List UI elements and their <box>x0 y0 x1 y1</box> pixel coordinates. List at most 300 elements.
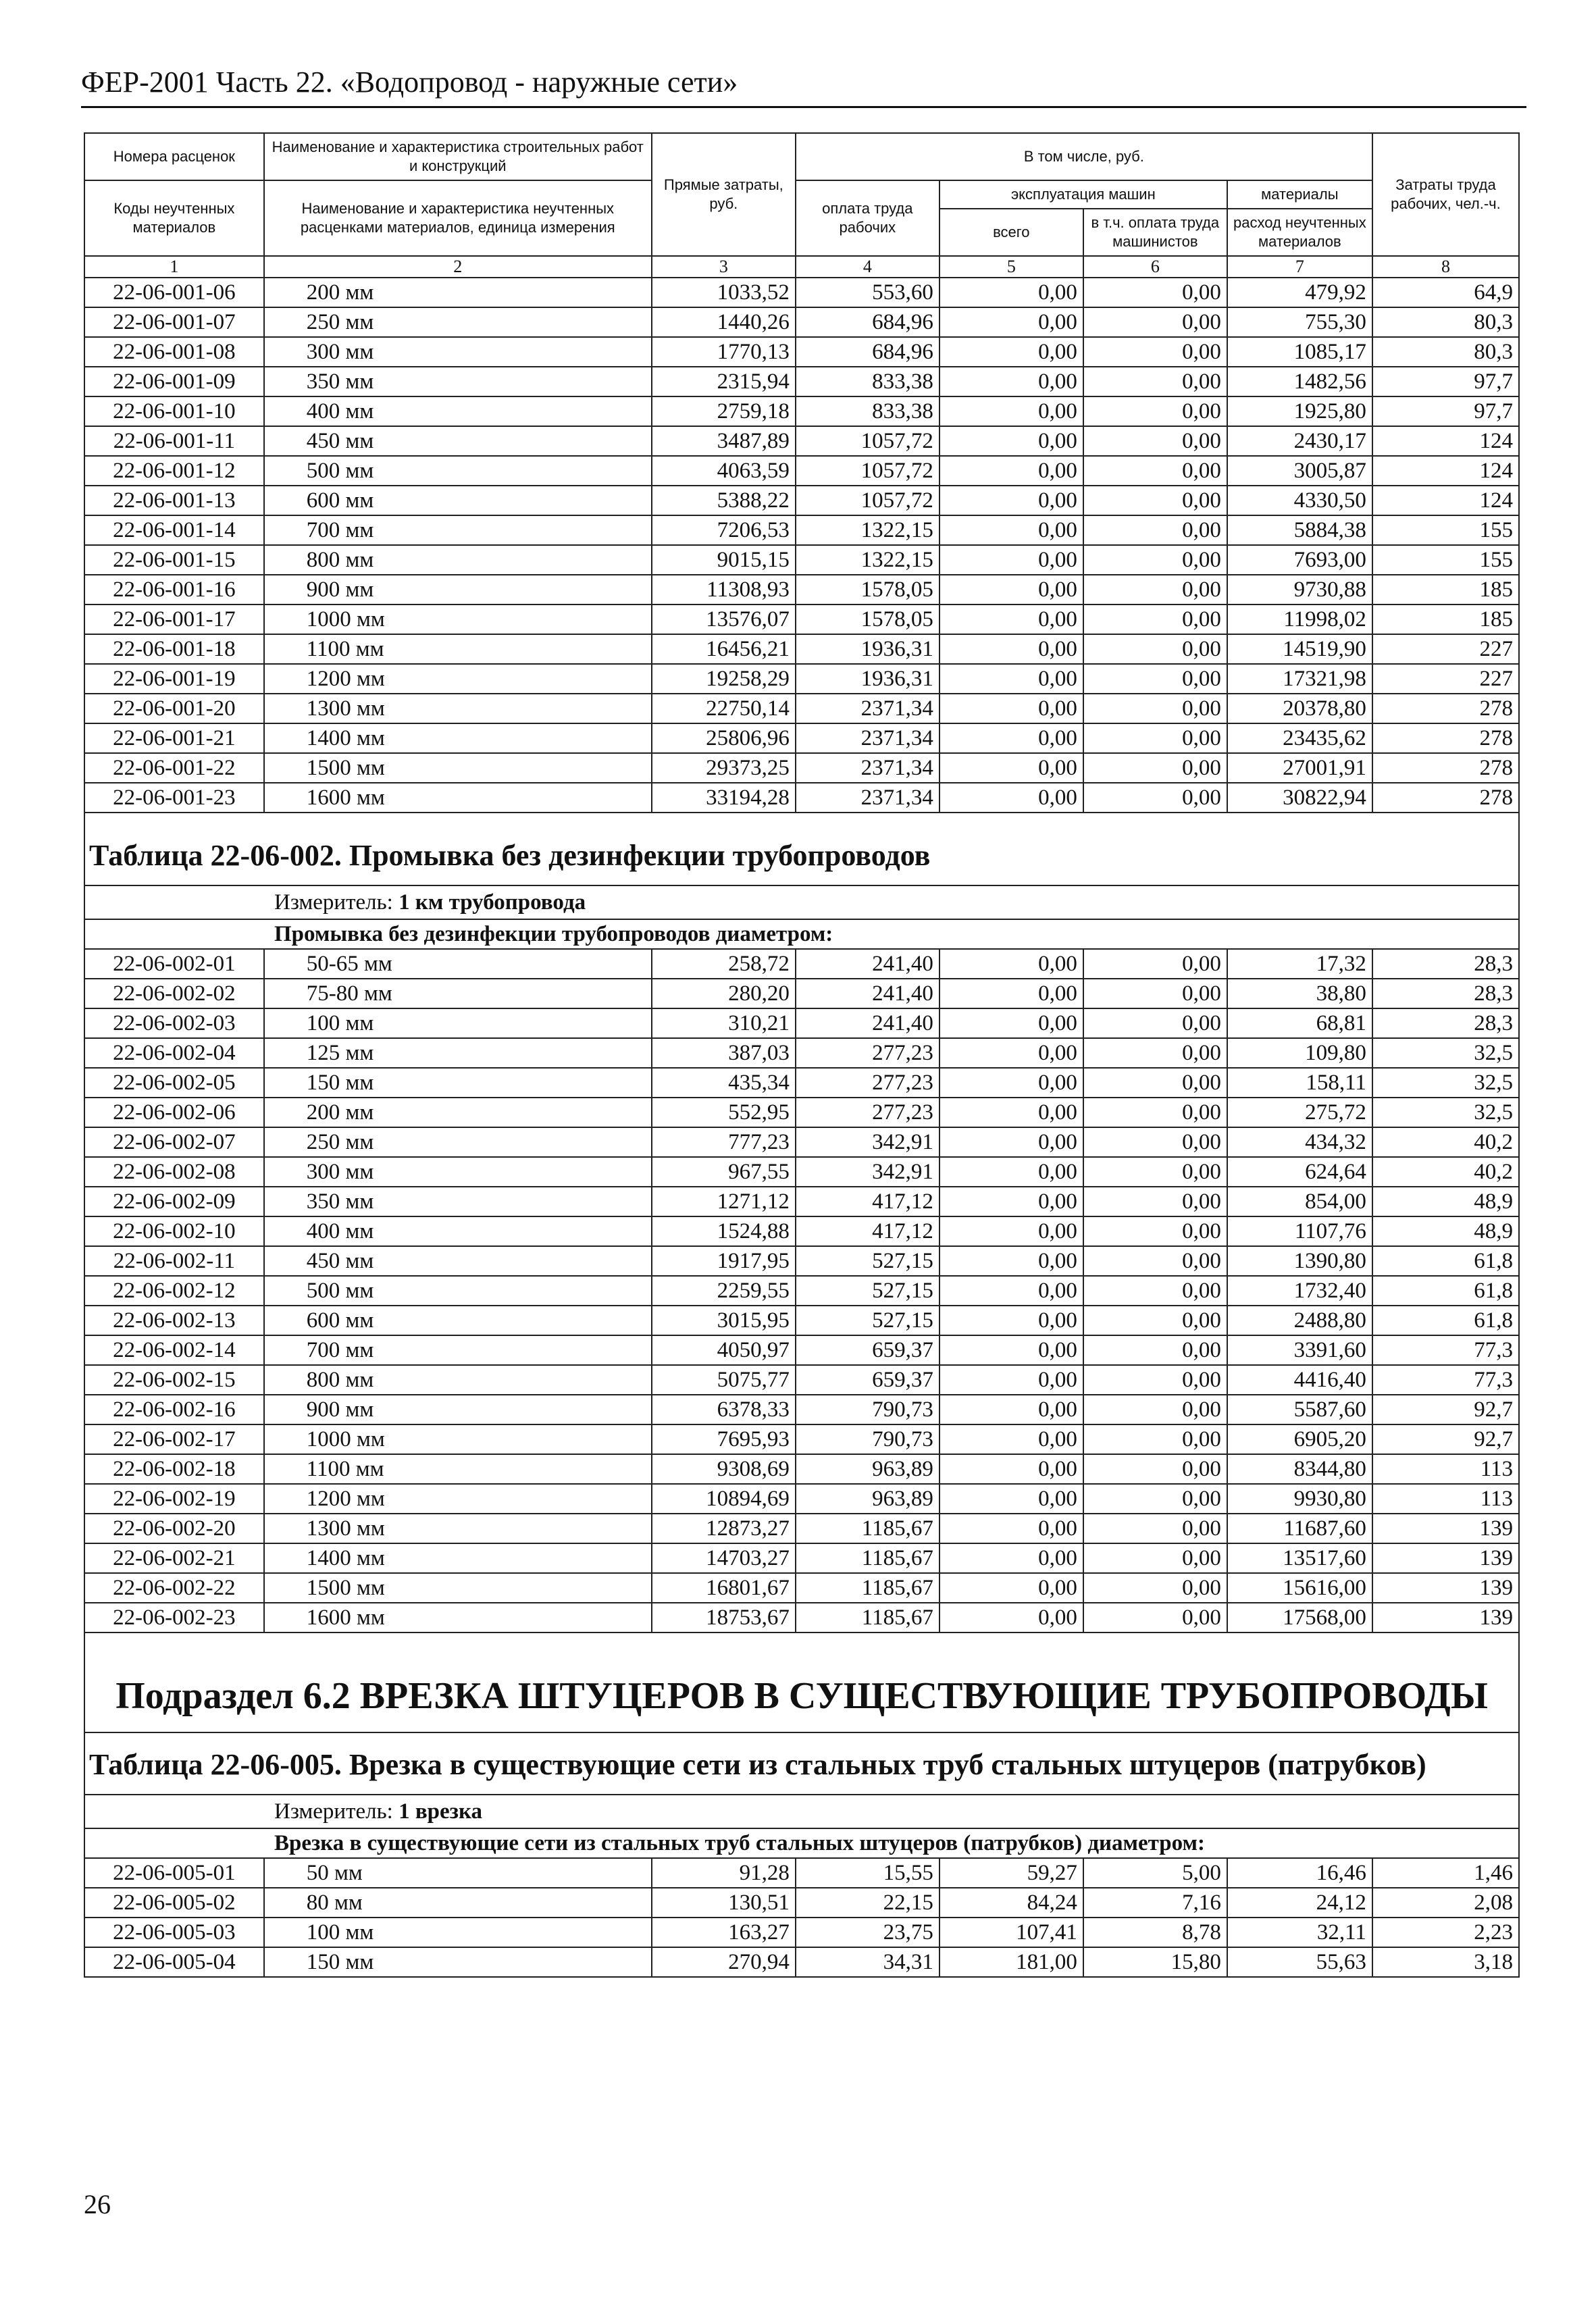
labor-hours: 3,18 <box>1372 1947 1519 1977</box>
table-row <box>84 1454 1519 1484</box>
table-005-subtitle: Врезка в существующие сети из стальных труб стальных штуцеров (патрубков) диаметром: <box>84 1828 1519 1858</box>
item-name: 1100 мм <box>264 634 652 664</box>
labor-hours: 278 <box>1372 723 1519 753</box>
labor-pay: 34,31 <box>796 1947 939 1977</box>
direct-costs: 91,28 <box>652 1858 796 1888</box>
direct-costs: 552,95 <box>652 1098 796 1127</box>
direct-costs: 22750,14 <box>652 694 796 723</box>
column-number: 6 <box>1083 256 1227 278</box>
direct-costs: 130,51 <box>652 1888 796 1918</box>
labor-hours: 32,5 <box>1372 1038 1519 1068</box>
direct-costs: 10894,69 <box>652 1484 796 1514</box>
measure-value: 1 км трубопровода <box>398 890 586 915</box>
item-name: 350 мм <box>264 367 652 396</box>
subsection-title: Подраздел 6.2 ВРЕЗКА ШТУЦЕРОВ В СУЩЕСТВУЮЩИЕ ТРУБОПРОВОДЫ <box>84 1632 1519 1732</box>
rate-code: 22-06-001-21 <box>84 723 264 753</box>
labor-pay: 2371,34 <box>796 694 939 723</box>
table-row <box>84 1365 1519 1395</box>
item-name: 250 мм <box>264 307 652 337</box>
header-direct-costs: Прямые затраты, руб. <box>652 133 796 256</box>
machines-total: 0,00 <box>939 979 1083 1008</box>
column-number: 4 <box>796 256 939 278</box>
table-row <box>84 605 1519 634</box>
item-name: 450 мм <box>264 426 652 456</box>
labor-pay: 2371,34 <box>796 753 939 783</box>
labor-pay: 417,12 <box>796 1216 939 1246</box>
materials-cost: 2488,80 <box>1227 1306 1372 1335</box>
labor-hours: 124 <box>1372 426 1519 456</box>
table-row <box>84 1276 1519 1306</box>
rate-code: 22-06-002-22 <box>84 1573 264 1603</box>
machines-total: 0,00 <box>939 694 1083 723</box>
table-005-rows <box>84 1858 1519 1977</box>
machines-total: 0,00 <box>939 545 1083 575</box>
table-002-rows <box>84 949 1519 1632</box>
machinists-pay: 0,00 <box>1083 1306 1227 1335</box>
labor-hours: 61,8 <box>1372 1246 1519 1276</box>
direct-costs: 33194,28 <box>652 783 796 813</box>
rate-code: 22-06-005-02 <box>84 1888 264 1918</box>
header-machines: эксплуатация машин <box>939 180 1227 209</box>
machinists-pay: 0,00 <box>1083 575 1227 605</box>
labor-pay: 1185,67 <box>796 1573 939 1603</box>
materials-cost: 1925,80 <box>1227 396 1372 426</box>
machinists-pay: 0,00 <box>1083 367 1227 396</box>
materials-cost: 5884,38 <box>1227 515 1372 545</box>
machines-total: 0,00 <box>939 1216 1083 1246</box>
item-name: 500 мм <box>264 456 652 486</box>
rate-code: 22-06-001-06 <box>84 278 264 307</box>
column-number: 2 <box>264 256 652 278</box>
rate-code: 22-06-002-12 <box>84 1276 264 1306</box>
item-name: 200 мм <box>264 1098 652 1127</box>
rate-code: 22-06-001-07 <box>84 307 264 337</box>
machinists-pay: 0,00 <box>1083 1127 1227 1157</box>
labor-hours: 278 <box>1372 694 1519 723</box>
machinists-pay: 0,00 <box>1083 545 1227 575</box>
machines-total: 0,00 <box>939 1098 1083 1127</box>
materials-cost: 68,81 <box>1227 1008 1372 1038</box>
materials-cost: 30822,94 <box>1227 783 1372 813</box>
labor-pay: 1578,05 <box>796 605 939 634</box>
machines-total: 0,00 <box>939 723 1083 753</box>
labor-pay: 342,91 <box>796 1157 939 1187</box>
rate-code: 22-06-002-10 <box>84 1216 264 1246</box>
direct-costs: 13576,07 <box>652 605 796 634</box>
materials-cost: 16,46 <box>1227 1858 1372 1888</box>
labor-pay: 417,12 <box>796 1187 939 1216</box>
materials-cost: 1390,80 <box>1227 1246 1372 1276</box>
machinists-pay: 0,00 <box>1083 1603 1227 1632</box>
direct-costs: 387,03 <box>652 1038 796 1068</box>
rate-code: 22-06-002-06 <box>84 1098 264 1127</box>
item-name: 1300 мм <box>264 1514 652 1543</box>
labor-pay: 1185,67 <box>796 1514 939 1543</box>
direct-costs: 9015,15 <box>652 545 796 575</box>
materials-cost: 23435,62 <box>1227 723 1372 753</box>
labor-hours: 92,7 <box>1372 1395 1519 1424</box>
rate-code: 22-06-001-16 <box>84 575 264 605</box>
rate-code: 22-06-002-23 <box>84 1603 264 1632</box>
materials-cost: 434,32 <box>1227 1127 1372 1157</box>
labor-pay: 1057,72 <box>796 486 939 515</box>
labor-pay: 659,37 <box>796 1335 939 1365</box>
direct-costs: 9308,69 <box>652 1454 796 1484</box>
machines-total: 0,00 <box>939 783 1083 813</box>
labor-hours: 1,46 <box>1372 1858 1519 1888</box>
direct-costs: 18753,67 <box>652 1603 796 1632</box>
materials-cost: 9730,88 <box>1227 575 1372 605</box>
rate-code: 22-06-001-11 <box>84 426 264 456</box>
table-row <box>84 1157 1519 1187</box>
table-row <box>84 337 1519 367</box>
item-name: 1000 мм <box>264 1424 652 1454</box>
labor-hours: 48,9 <box>1372 1187 1519 1216</box>
labor-hours: 28,3 <box>1372 949 1519 979</box>
rate-code: 22-06-005-04 <box>84 1947 264 1977</box>
machinists-pay: 0,00 <box>1083 307 1227 337</box>
labor-hours: 80,3 <box>1372 307 1519 337</box>
machines-total: 0,00 <box>939 634 1083 664</box>
machines-total: 0,00 <box>939 337 1083 367</box>
item-name: 1400 мм <box>264 723 652 753</box>
labor-pay: 1322,15 <box>796 545 939 575</box>
machines-total: 0,00 <box>939 1365 1083 1395</box>
subsection-heading <box>84 1632 1519 1858</box>
table-row <box>84 545 1519 575</box>
materials-cost: 4330,50 <box>1227 486 1372 515</box>
labor-hours: 155 <box>1372 545 1519 575</box>
labor-pay: 1185,67 <box>796 1543 939 1573</box>
materials-cost: 158,11 <box>1227 1068 1372 1098</box>
labor-pay: 553,60 <box>796 278 939 307</box>
machinists-pay: 0,00 <box>1083 979 1227 1008</box>
rate-code: 22-06-001-12 <box>84 456 264 486</box>
item-name: 1600 мм <box>264 783 652 813</box>
direct-costs: 29373,25 <box>652 753 796 783</box>
item-name: 350 мм <box>264 1187 652 1216</box>
item-name: 1600 мм <box>264 1603 652 1632</box>
machines-total: 0,00 <box>939 396 1083 426</box>
labor-hours: 64,9 <box>1372 278 1519 307</box>
labor-pay: 342,91 <box>796 1127 939 1157</box>
item-name: 1500 мм <box>264 753 652 783</box>
direct-costs: 777,23 <box>652 1127 796 1157</box>
table-row <box>84 979 1519 1008</box>
machinists-pay: 0,00 <box>1083 1038 1227 1068</box>
machinists-pay: 5,00 <box>1083 1858 1227 1888</box>
materials-cost: 1482,56 <box>1227 367 1372 396</box>
machinists-pay: 0,00 <box>1083 515 1227 545</box>
header-labor-pay: оплата труда рабочих <box>796 180 939 256</box>
materials-cost: 109,80 <box>1227 1038 1372 1068</box>
machinists-pay: 0,00 <box>1083 753 1227 783</box>
machinists-pay: 0,00 <box>1083 605 1227 634</box>
rate-code: 22-06-002-14 <box>84 1335 264 1365</box>
rate-code: 22-06-001-09 <box>84 367 264 396</box>
table-row <box>84 1573 1519 1603</box>
machines-total: 0,00 <box>939 949 1083 979</box>
header-machinists-pay: в т.ч. оплата труда машинистов <box>1083 209 1227 256</box>
labor-hours: 124 <box>1372 456 1519 486</box>
column-number: 7 <box>1227 256 1372 278</box>
machines-total: 0,00 <box>939 456 1083 486</box>
table-row <box>84 1484 1519 1514</box>
machines-total: 0,00 <box>939 1008 1083 1038</box>
rate-code: 22-06-001-18 <box>84 634 264 664</box>
rate-code: 22-06-002-02 <box>84 979 264 1008</box>
materials-cost: 1085,17 <box>1227 337 1372 367</box>
item-name: 700 мм <box>264 1335 652 1365</box>
labor-pay: 833,38 <box>796 367 939 396</box>
direct-costs: 2259,55 <box>652 1276 796 1306</box>
labor-hours: 28,3 <box>1372 979 1519 1008</box>
header-codes-top: Номера расценок <box>84 133 264 180</box>
item-name: 450 мм <box>264 1246 652 1276</box>
rate-code: 22-06-002-21 <box>84 1543 264 1573</box>
materials-cost: 8344,80 <box>1227 1454 1372 1484</box>
table-row <box>84 396 1519 426</box>
table-row <box>84 1127 1519 1157</box>
machinists-pay: 0,00 <box>1083 1157 1227 1187</box>
table-row <box>84 1603 1519 1632</box>
machines-total: 0,00 <box>939 515 1083 545</box>
labor-pay: 684,96 <box>796 337 939 367</box>
labor-pay: 23,75 <box>796 1918 939 1947</box>
direct-costs: 163,27 <box>652 1918 796 1947</box>
labor-hours: 61,8 <box>1372 1276 1519 1306</box>
machines-total: 59,27 <box>939 1858 1083 1888</box>
materials-cost: 24,12 <box>1227 1888 1372 1918</box>
item-name: 50 мм <box>264 1858 652 1888</box>
materials-cost: 3391,60 <box>1227 1335 1372 1365</box>
machinists-pay: 0,00 <box>1083 486 1227 515</box>
machinists-pay: 0,00 <box>1083 1424 1227 1454</box>
machines-total: 0,00 <box>939 1603 1083 1632</box>
labor-hours: 113 <box>1372 1454 1519 1484</box>
machinists-pay: 0,00 <box>1083 783 1227 813</box>
materials-cost: 479,92 <box>1227 278 1372 307</box>
labor-hours: 139 <box>1372 1573 1519 1603</box>
direct-costs: 12873,27 <box>652 1514 796 1543</box>
materials-cost: 11998,02 <box>1227 605 1372 634</box>
materials-cost: 854,00 <box>1227 1187 1372 1216</box>
table-row <box>84 278 1519 307</box>
direct-costs: 25806,96 <box>652 723 796 753</box>
materials-cost: 3005,87 <box>1227 456 1372 486</box>
labor-pay: 22,15 <box>796 1888 939 1918</box>
labor-pay: 1057,72 <box>796 426 939 456</box>
machinists-pay: 7,16 <box>1083 1888 1227 1918</box>
materials-cost: 27001,91 <box>1227 753 1372 783</box>
item-name: 900 мм <box>264 1395 652 1424</box>
direct-costs: 435,34 <box>652 1068 796 1098</box>
direct-costs: 258,72 <box>652 949 796 979</box>
direct-costs: 14703,27 <box>652 1543 796 1573</box>
item-name: 250 мм <box>264 1127 652 1157</box>
item-name: 500 мм <box>264 1276 652 1306</box>
rate-code: 22-06-002-13 <box>84 1306 264 1335</box>
machines-total: 0,00 <box>939 1395 1083 1424</box>
labor-pay: 790,73 <box>796 1395 939 1424</box>
labor-hours: 92,7 <box>1372 1424 1519 1454</box>
labor-hours: 32,5 <box>1372 1068 1519 1098</box>
table-row <box>84 515 1519 545</box>
header-labor-costs: Затраты труда рабочих, чел.-ч. <box>1372 133 1519 256</box>
machinists-pay: 0,00 <box>1083 1068 1227 1098</box>
labor-pay: 1936,31 <box>796 664 939 694</box>
labor-hours: 2,08 <box>1372 1888 1519 1918</box>
item-name: 400 мм <box>264 396 652 426</box>
materials-cost: 32,11 <box>1227 1918 1372 1947</box>
materials-cost: 275,72 <box>1227 1098 1372 1127</box>
materials-cost: 2430,17 <box>1227 426 1372 456</box>
labor-pay: 833,38 <box>796 396 939 426</box>
materials-cost: 624,64 <box>1227 1157 1372 1187</box>
direct-costs: 6378,33 <box>652 1395 796 1424</box>
machines-total: 0,00 <box>939 575 1083 605</box>
labor-hours: 97,7 <box>1372 367 1519 396</box>
labor-pay: 659,37 <box>796 1365 939 1395</box>
table-row <box>84 1008 1519 1038</box>
machinists-pay: 0,00 <box>1083 634 1227 664</box>
table-row <box>84 1543 1519 1573</box>
machinists-pay: 0,00 <box>1083 694 1227 723</box>
labor-pay: 277,23 <box>796 1038 939 1068</box>
machines-total: 0,00 <box>939 367 1083 396</box>
materials-cost: 38,80 <box>1227 979 1372 1008</box>
labor-pay: 241,40 <box>796 949 939 979</box>
machinists-pay: 0,00 <box>1083 1098 1227 1127</box>
item-name: 600 мм <box>264 1306 652 1335</box>
rate-code: 22-06-001-23 <box>84 783 264 813</box>
rate-code: 22-06-002-18 <box>84 1454 264 1484</box>
labor-pay: 15,55 <box>796 1858 939 1888</box>
table-005-title: Таблица 22-06-005. Врезка в существующие сети из стальных труб стальных штуцеров (патрубков) <box>84 1732 1519 1795</box>
rate-code: 22-06-001-19 <box>84 664 264 694</box>
table-row <box>84 1888 1519 1918</box>
machines-total: 0,00 <box>939 1187 1083 1216</box>
table-row <box>84 1306 1519 1335</box>
labor-pay: 790,73 <box>796 1424 939 1454</box>
machinists-pay: 0,00 <box>1083 426 1227 456</box>
machines-total: 0,00 <box>939 1484 1083 1514</box>
rates-table <box>84 132 1520 1978</box>
rate-code: 22-06-002-17 <box>84 1424 264 1454</box>
machines-total: 0,00 <box>939 1573 1083 1603</box>
table-row <box>84 1187 1519 1216</box>
machinists-pay: 0,00 <box>1083 1365 1227 1395</box>
rate-code: 22-06-001-17 <box>84 605 264 634</box>
table-row <box>84 426 1519 456</box>
measure-value: 1 врезка <box>398 1799 482 1824</box>
rate-code: 22-06-002-19 <box>84 1484 264 1514</box>
direct-costs: 3015,95 <box>652 1306 796 1335</box>
header-materials-unaccounted: расход неучтенных материалов <box>1227 209 1372 256</box>
machines-total: 0,00 <box>939 1514 1083 1543</box>
labor-pay: 241,40 <box>796 1008 939 1038</box>
table-005-measure <box>84 1795 1519 1828</box>
table-header <box>84 133 1519 278</box>
measure-label: Измеритель: <box>274 890 393 915</box>
direct-costs: 280,20 <box>652 979 796 1008</box>
labor-hours: 97,7 <box>1372 396 1519 426</box>
direct-costs: 5388,22 <box>652 486 796 515</box>
machinists-pay: 0,00 <box>1083 1543 1227 1573</box>
table-row <box>84 783 1519 813</box>
machinists-pay: 0,00 <box>1083 1187 1227 1216</box>
machines-total: 0,00 <box>939 1543 1083 1573</box>
materials-cost: 17,32 <box>1227 949 1372 979</box>
labor-hours: 139 <box>1372 1514 1519 1543</box>
labor-pay: 527,15 <box>796 1276 939 1306</box>
materials-cost: 55,63 <box>1227 1947 1372 1977</box>
machines-total: 0,00 <box>939 1038 1083 1068</box>
rate-code: 22-06-001-14 <box>84 515 264 545</box>
header-materials: материалы <box>1227 180 1372 209</box>
machines-total: 0,00 <box>939 1276 1083 1306</box>
column-number: 1 <box>84 256 264 278</box>
materials-cost: 20378,80 <box>1227 694 1372 723</box>
table-row <box>84 1068 1519 1098</box>
direct-costs: 11308,93 <box>652 575 796 605</box>
materials-cost: 15616,00 <box>1227 1573 1372 1603</box>
table-row <box>84 634 1519 664</box>
table-row <box>84 1335 1519 1365</box>
labor-pay: 1936,31 <box>796 634 939 664</box>
direct-costs: 7695,93 <box>652 1424 796 1454</box>
direct-costs: 1271,12 <box>652 1187 796 1216</box>
machines-total: 0,00 <box>939 664 1083 694</box>
table-row <box>84 1514 1519 1543</box>
item-name: 1000 мм <box>264 605 652 634</box>
machines-total: 0,00 <box>939 426 1083 456</box>
machinists-pay: 0,00 <box>1083 723 1227 753</box>
labor-hours: 77,3 <box>1372 1335 1519 1365</box>
machinists-pay: 8,78 <box>1083 1918 1227 1947</box>
direct-costs: 2315,94 <box>652 367 796 396</box>
rate-code: 22-06-002-08 <box>84 1157 264 1187</box>
table-row <box>84 1216 1519 1246</box>
materials-cost: 14519,90 <box>1227 634 1372 664</box>
item-name: 600 мм <box>264 486 652 515</box>
machines-total: 0,00 <box>939 1424 1083 1454</box>
direct-costs: 2759,18 <box>652 396 796 426</box>
table-row <box>84 1424 1519 1454</box>
materials-cost: 13517,60 <box>1227 1543 1372 1573</box>
rate-code: 22-06-002-05 <box>84 1068 264 1098</box>
page-header: ФЕР-2001 Часть 22. «Водопровод - наружные сети» <box>81 65 1526 108</box>
labor-pay: 241,40 <box>796 979 939 1008</box>
item-name: 400 мм <box>264 1216 652 1246</box>
direct-costs: 1770,13 <box>652 337 796 367</box>
machines-total: 0,00 <box>939 1127 1083 1157</box>
rate-code: 22-06-002-01 <box>84 949 264 979</box>
machinists-pay: 0,00 <box>1083 1395 1227 1424</box>
machinists-pay: 0,00 <box>1083 1514 1227 1543</box>
direct-costs: 1440,26 <box>652 307 796 337</box>
labor-pay: 1057,72 <box>796 456 939 486</box>
rate-code: 22-06-001-15 <box>84 545 264 575</box>
table-row <box>84 456 1519 486</box>
machinists-pay: 0,00 <box>1083 949 1227 979</box>
machinists-pay: 0,00 <box>1083 1246 1227 1276</box>
header-including: В том числе, руб. <box>796 133 1372 180</box>
direct-costs: 270,94 <box>652 1947 796 1977</box>
machines-total: 0,00 <box>939 278 1083 307</box>
machinists-pay: 0,00 <box>1083 1335 1227 1365</box>
materials-cost: 6905,20 <box>1227 1424 1372 1454</box>
